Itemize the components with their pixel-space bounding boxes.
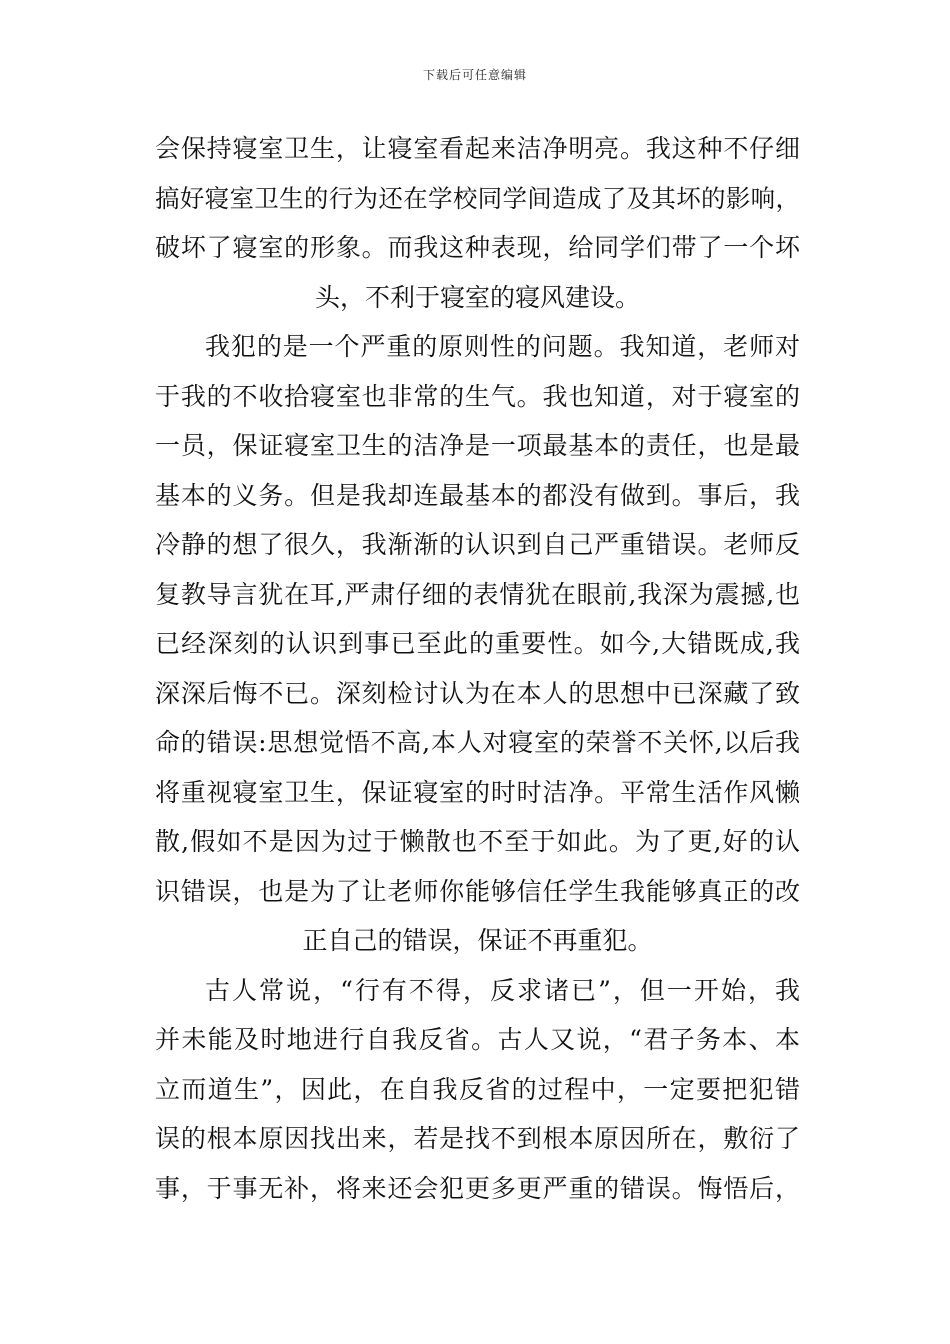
page-header: 下载后可任意编辑 <box>422 68 527 82</box>
text-line: 误的根本原因找出来，若是找不到根本原因所在，敷衍了 <box>155 1124 800 1153</box>
text-line: 散,假如不是因为过于懒散也不至于如此。为了更,好的认 <box>155 827 800 856</box>
text-line: 正自己的错误，保证不再重犯。 <box>302 926 653 955</box>
text-line: 已经深刻的认识到事已至此的重要性。如今,大错既成,我 <box>155 629 800 658</box>
text-line: 命的错误:思想觉悟不高,本人对寝室的荣誉不关怀,以后我 <box>155 728 800 757</box>
text-line: 搞好寝室卫生的行为还在学校同学间造成了及其坏的影响， <box>155 183 800 213</box>
text-line: 并未能及时地进行自我反省。古人又说，“君子务本、本 <box>155 1025 800 1054</box>
paragraph-start-line: 我犯的是一个严重的原则性的问题。我知道，老师对 <box>205 332 800 361</box>
text-line: 将重视寝室卫生，保证寝室的时时洁净。平常生活作风懒 <box>155 777 800 807</box>
text-line: 复教导言犹在耳,严肃仔细的表情犹在眼前,我深为震撼,也 <box>155 579 800 609</box>
text-line: 一员，保证寝室卫生的洁净是一项最基本的责任，也是最 <box>155 431 800 460</box>
text-line: 破坏了寝室的形象。而我这种表现，给同学们带了一个坏 <box>155 233 800 262</box>
text-line: 会保持寝室卫生，让寝室看起来洁净明亮。我这种不仔细 <box>155 134 800 163</box>
text-line: 于我的不收拾寝室也非常的生气。我也知道，对于寝室的 <box>155 381 800 411</box>
text-line: 深深后悔不已。深刻检讨认为在本人的思想中已深藏了致 <box>155 678 800 708</box>
text-line: 事，于事无补，将来还会犯更多更严重的错误。悔悟后， <box>155 1173 800 1203</box>
text-line: 头，不利于寝室的寝风建设。 <box>314 282 640 312</box>
document-body <box>155 124 800 1213</box>
text-line: 识错误，也是为了让老师你能够信任学生我能够真正的改 <box>155 876 800 906</box>
text-line: 立而道生”，因此，在自我反省的过程中，一定要把犯错 <box>155 1074 800 1104</box>
text-line: 基本的义务。但是我却连最基本的都没有做到。事后，我 <box>155 480 800 510</box>
paragraph-start-line: 古人常说，“行有不得，反求诸已”，但一开始，我 <box>205 975 800 1005</box>
text-line: 冷静的想了很久，我渐渐的认识到自己严重错误。老师反 <box>155 530 800 559</box>
